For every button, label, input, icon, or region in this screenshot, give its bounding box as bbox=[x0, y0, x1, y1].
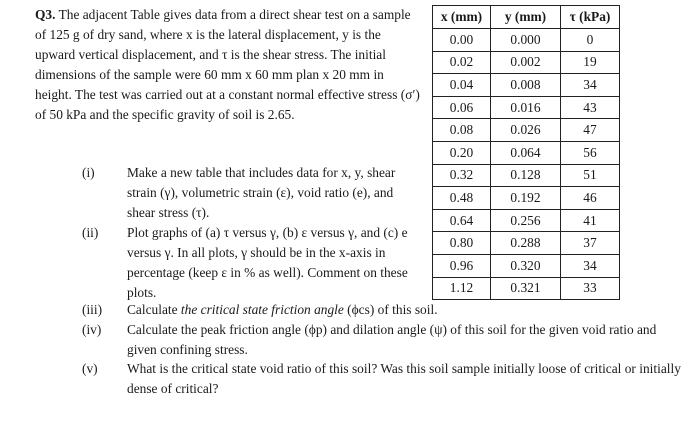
cell-x: 0.06 bbox=[433, 96, 491, 119]
table-row bbox=[433, 141, 620, 164]
part-text-tail: (ϕcs) of this soil. bbox=[343, 302, 438, 317]
question-label: Q3. bbox=[35, 7, 56, 22]
cell-x: 0.64 bbox=[433, 209, 491, 232]
table-row bbox=[433, 74, 620, 97]
table-row bbox=[433, 209, 620, 232]
table-row bbox=[433, 277, 620, 300]
cell-y: 0.321 bbox=[491, 277, 561, 300]
table-row bbox=[433, 232, 620, 255]
cell-y: 0.000 bbox=[491, 29, 561, 52]
part-text: What is the critical state void ratio of this soil? Was this soil sample initially loose of critical or initially dense of critical? bbox=[127, 361, 681, 396]
table-row bbox=[433, 254, 620, 277]
cell-y: 0.026 bbox=[491, 119, 561, 142]
cell-x: 0.96 bbox=[433, 254, 491, 277]
cell-tau: 47 bbox=[561, 119, 620, 142]
table-row bbox=[433, 187, 620, 210]
table-row bbox=[433, 164, 620, 187]
cell-y: 0.016 bbox=[491, 96, 561, 119]
part-number: (v) bbox=[82, 361, 98, 376]
cell-x: 0.48 bbox=[433, 187, 491, 210]
header-y: y (mm) bbox=[491, 6, 561, 29]
question-intro-text: The adjacent Table gives data from a direct shear test on a sample of 125 g of dry sand, where x is the lateral displacement, y is the upward vertical displacement, and τ is the shear stress. The initial dimensions of the sample were 60 mm x 60 mm plan x 20 mm in height. The test was carried out at a constant normal effective stress (σ′) of 50 kPa and the specific gravity of soil is 2.65. bbox=[35, 7, 420, 122]
cell-x: 0.00 bbox=[433, 29, 491, 52]
cell-y: 0.128 bbox=[491, 164, 561, 187]
cell-tau: 0 bbox=[561, 29, 620, 52]
cell-tau: 34 bbox=[561, 74, 620, 97]
header-tau: τ (kPa) bbox=[561, 6, 620, 29]
table-row bbox=[433, 96, 620, 119]
cell-tau: 41 bbox=[561, 209, 620, 232]
table-header-row bbox=[433, 6, 620, 29]
cell-tau: 51 bbox=[561, 164, 620, 187]
table-row bbox=[433, 51, 620, 74]
table-row bbox=[433, 29, 620, 52]
cell-x: 1.12 bbox=[433, 277, 491, 300]
cell-tau: 34 bbox=[561, 254, 620, 277]
cell-x: 0.04 bbox=[433, 74, 491, 97]
part-number: (ii) bbox=[82, 225, 99, 240]
header-x: x (mm) bbox=[433, 6, 491, 29]
cell-y: 0.002 bbox=[491, 51, 561, 74]
part-number: (iv) bbox=[82, 322, 102, 337]
part-number: (i) bbox=[82, 165, 95, 180]
cell-tau: 43 bbox=[561, 96, 620, 119]
part-text: Calculate the peak friction angle (ϕp) and dilation angle (ψ) of this soil for the given void ratio and given confining stress. bbox=[127, 322, 657, 357]
part-number: (iii) bbox=[82, 302, 103, 317]
part-text-italic: the critical state friction angle bbox=[180, 302, 344, 317]
cell-y: 0.008 bbox=[491, 74, 561, 97]
question-intro bbox=[35, 5, 421, 125]
cell-y: 0.256 bbox=[491, 209, 561, 232]
cell-x: 0.80 bbox=[433, 232, 491, 255]
cell-y: 0.064 bbox=[491, 141, 561, 164]
cell-x: 0.02 bbox=[433, 51, 491, 74]
part-text-lead: Calculate bbox=[127, 302, 181, 317]
cell-y: 0.288 bbox=[491, 232, 561, 255]
cell-tau: 46 bbox=[561, 187, 620, 210]
cell-tau: 56 bbox=[561, 141, 620, 164]
part-text bbox=[127, 300, 687, 320]
part-text: Make a new table that includes data for x, y, shear strain (γ), volumetric strain (ε), void ratio (e), and shear stress (τ). bbox=[127, 165, 396, 220]
cell-tau: 37 bbox=[561, 232, 620, 255]
cell-tau: 33 bbox=[561, 277, 620, 300]
part-text: Plot graphs of (a) τ versus γ, (b) ε versus γ, and (c) e versus γ. In all plots, γ should be in the x-axis in percentage (keep ε in % as well). Comment on these plots. bbox=[127, 225, 408, 300]
cell-tau: 19 bbox=[561, 51, 620, 74]
cell-y: 0.320 bbox=[491, 254, 561, 277]
shear-test-table bbox=[432, 5, 620, 300]
cell-x: 0.32 bbox=[433, 164, 491, 187]
table-row bbox=[433, 119, 620, 142]
cell-x: 0.08 bbox=[433, 119, 491, 142]
cell-x: 0.20 bbox=[433, 141, 491, 164]
cell-y: 0.192 bbox=[491, 187, 561, 210]
